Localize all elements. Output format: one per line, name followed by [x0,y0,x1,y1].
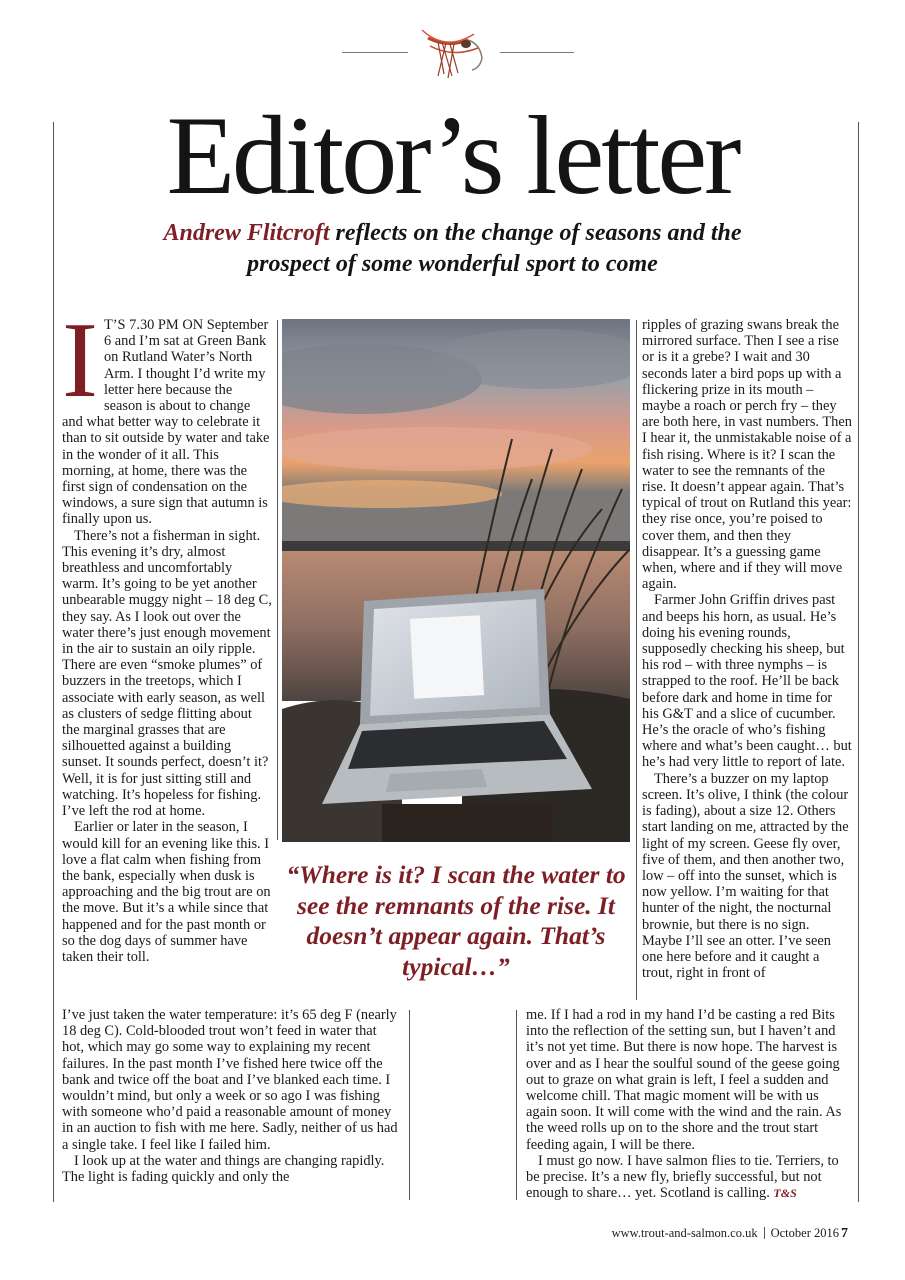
paragraph: I T’S 7.30 PM ON September 6 and I’m sat at Green Bank on Rutland Water’s North Arm. I thought I’d write my letter here because the season is about to change and what better way to celebrate it than to sit outside by water and take in the wonder of it all. This morning, at home, there was the first sign of condensation on the windows, a sure sign that autumn is finally upon us. [62,301,270,528]
footer-divider [764,1227,765,1239]
ornament-rule-right [500,52,574,53]
fishing-fly-icon [408,18,498,88]
column-rule-3 [409,1010,410,1200]
paragraph: I’ve just taken the water temperature: it’s 65 deg F (nearly 18 deg C). Cold-blooded trout won’t feed in water that hot, which may go some way to explaining my recent failures. In the past month I’ve fished here twice off the bank and twice off the boat and I’ve blanked each time. I wouldn’t mind, but only a week or so ago I was fishing with someone who’d paid a reasonable amount of money in an auction to fish with me here. Sadly, neither of us had a single take. I feel like I failed him. [62,1007,398,1153]
signoff-mark: T&S [773,1186,797,1201]
column-rule-1 [277,320,278,840]
pull-quote: “Where is it? I scan the water to see the remnants of the rise. It doesn’t appear again. That’s typical…” [286,860,626,981]
paragraph: Farmer John Griffin drives past and beeps his horn, as usual. He’s doing his evening rounds, supposedly checking his sheep, but his rod – with three nymphs – is strapped to the roof. He’ll be back before dark and home in time for his G&T and a slice of cucumber. He’s the oracle of who’s fishing where and what’s been caught… but he’s had very little to report of late. [642,592,852,771]
issue-date: October 2016 [770,1226,839,1240]
column-rule-4 [516,1010,517,1200]
paragraph: I must go now. I have salmon flies to tie. Terriers, to be precise. It’s a new fly, briefly successful, but not enough to share… yet. Scotland is calling. T&S [526,1152,839,1202]
article-column-3 [642,317,852,981]
paragraph: I look up at the water and things are changing rapidly. The light is fading quickly and only the [62,1152,385,1186]
standfirst [130,218,775,280]
page-title: Editor’s letter [166,94,739,218]
page-number: 7 [841,1226,848,1241]
standfirst-text: reflects on the change of seasons and the prospect of some wonderful sport to come [247,220,742,277]
laptop-sunset-photo [282,319,630,842]
article-bottom-right [526,1007,852,1201]
paragraph: There’s a buzzer on my laptop screen. It’s olive, I think (the colour is fading), about a size 12. Others start landing on me, attracted by the light of my screen. Geese fly over, five of them, and then another two, low – off into the sunset, which is now yellow. I’m waiting for that hunter of the night, the nocturnal brownie, but there is no sign. Maybe I’ll see an otter. I’ve seen one here before and it caught a trout, right in front of [642,770,849,982]
article-bottom-left [62,1007,402,1185]
article-column-1 [62,301,272,965]
ornament-rule-left [342,52,408,53]
drop-cap: I [62,301,98,420]
frame-rule-right [858,122,859,1202]
website-url: www.trout-and-salmon.co.uk [611,1226,758,1240]
column-rule-2 [636,320,637,1000]
paragraph: Earlier or later in the season, I would kill for an evening like this. I love a flat calm when fishing from the bank, especially when dusk is approaching and the big trout are on the move. But it’s a while since that happened and for the past month or so the dog days of summer have taken their toll. [62,819,271,965]
frame-rule-left [53,122,54,1202]
page-footer [612,1226,848,1242]
paragraph: ripples of grazing swans break the mirrored surface. Then I see a rise or is it a grebe? I wait and 30 seconds later a bird pops up with a flickering prize in its mouth – maybe a roach or perch fry – they are both here, in vast numbers. Then I hear it, the unmistakable noise of a fish rising. Where is it? I scan the water to see the remnants of the rise. It doesn’t appear again. That’s typical of trout on Rutland this year: they rise once, you’re poised to cover them, and then they disappear. It’s a guessing game when, where and if they will move again. [642,317,852,593]
paragraph: me. If I had a rod in my hand I’d be casting a red Bits into the reflection of the setting sun, but I haven’t and it’s not yet time. But there is now hope. The harvest is over and as I hear the soulful sound of the geese going out to graze on what grain is left, I feel a sudden and welcome chill. That magic moment will be with us again soon. It will come with the wind and the rain. As the weed rolls up on to the shore and the trout start feeding again, I will be there. [526,1007,842,1153]
author-name: Andrew Flitcroft [163,220,330,246]
paragraph: There’s not a fisherman in sight. This evening it’s dry, almost breathless and uncomfortably warm. It’s going to be yet another unbearable muggy night – 18 deg C, they say. As I look out over the water there’s just enough movement in the air to sustain an oily ripple. There are even “smoke plumes” of buzzers in the treetops, which I associate with early season, as well as clusters of sedge flitting about the marginal grasses that are silhouetted against a building sunset. It sounds perfect, doesn’t it? Well, it is for just sitting still and watching. It’s hopeless for fishing. I’ve left the rod at home. [62,527,272,820]
